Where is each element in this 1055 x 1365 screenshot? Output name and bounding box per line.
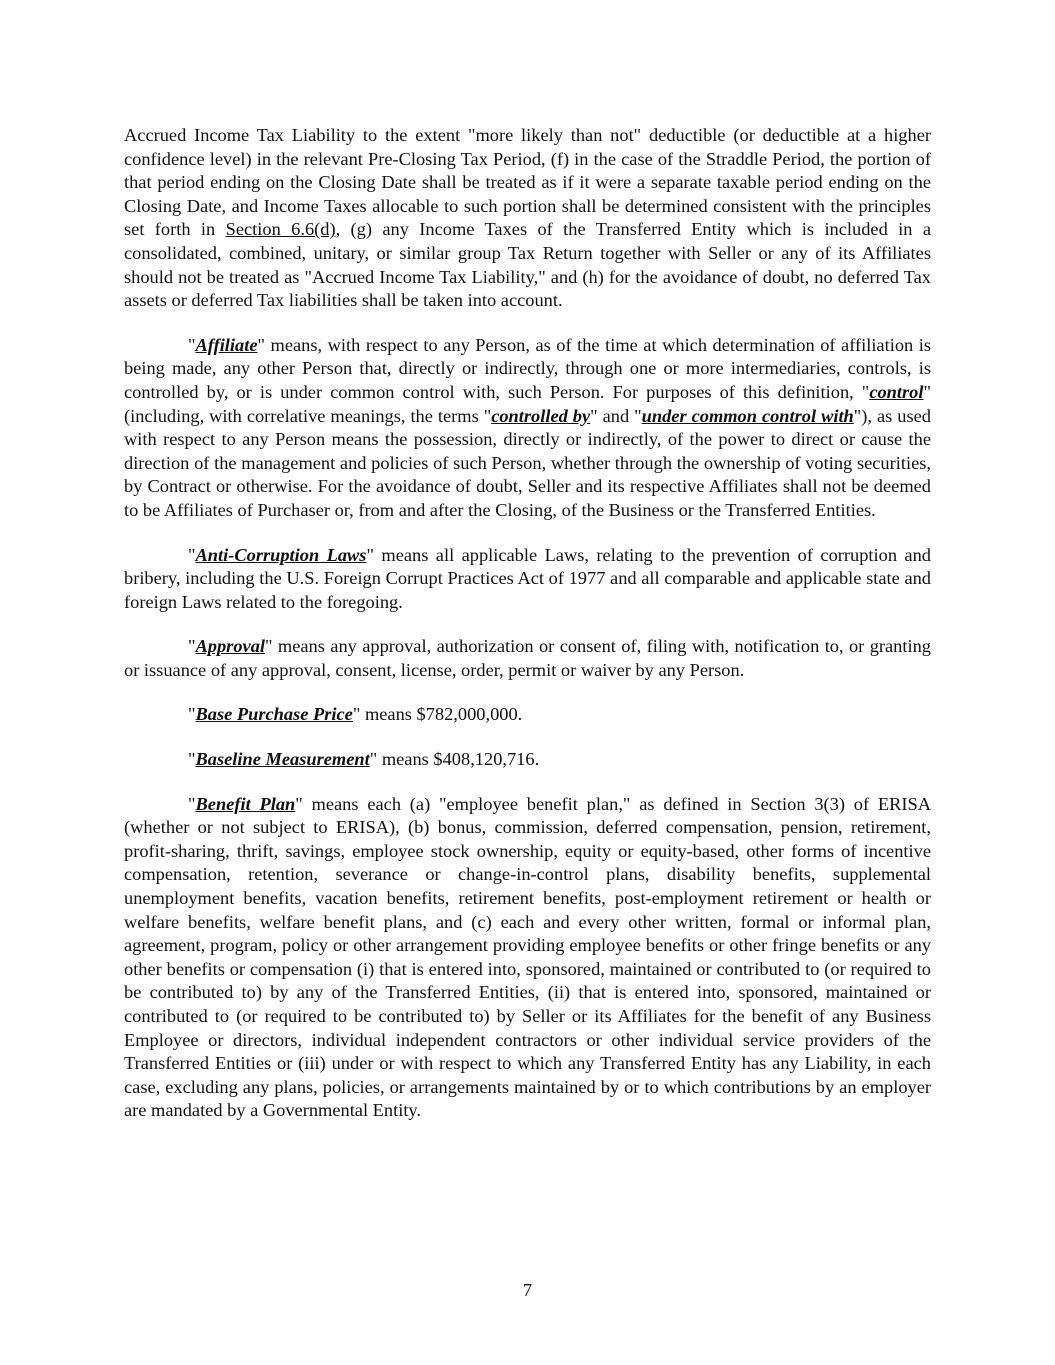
definition-benefit-plan: "Benefit Plan" means each (a) "employee benefit plan," as defined in Section 3(3) of ERISA (whether or not subject to ERISA), (b) bonus, commission, deferred compensation, pension, retirement, profit-sharing, thrift, savings, employee stock ownership, equity or equity-based, other forms of incentive compensation, retention, severance or change-in-control plans, disability benefits, supplemental unemployment benefits, vacation benefits, retirement benefits, post-employment retirement or health or welfare benefits, welfare benefit plans, and (c) each and every other written, formal or informal plan, agreement, program, policy or other arrangement providing employee benefits or other fringe benefits or any other benefits or compensation (i) that is entered into, sponsored, maintained or contributed to (or required to be contributed to) by any of the Transferred Entities, (ii) that is entered into, sponsored, maintained or contributed to (or required to be contributed to) by Seller or its Affiliates for the benefit of any Business Employee or directors, individual independent contractors or other individual service providers of the Transferred Entities or (iii) under or with respect to which any Transferred Entity has any Liability, in each case, excluding any plans, policies, or arrangements maintained by or to which contributions by an employer are mandated by a Governmental Entity. bbox=[124, 793, 932, 1121]
definition-text: " means, with respect to any Person, as of the time at which determination of affiliation is being made, any other Person that, directly or indirectly, through one or more intermediaries, controls, is controlled by, or is under common control with, such Person. For purposes of this definition, " bbox=[124, 334, 931, 402]
defined-term: Approval bbox=[195, 636, 265, 657]
definition-text: " means each (a) "employee benefit plan," as defined in Section 3(3) of ERISA (whether or not subject to ERISA), (b) bonus, commission, deferred compensation, pension, retirement, profit-sharing, thrift, savings, employee stock ownership, equity or equity-based, other forms of incentive compensation, retention, severance or change-in-control plans, disability benefits, supplemental unemployment benefits, vacation benefits, retirement benefits, post-employment retirement or health or welfare benefits, welfare benefit plans, and (c) each and every other written, formal or informal plan, agreement, program, policy or other arrangement providing employee benefits or other fringe benefits or any other benefits or compensation (i) that is entered into, sponsored, maintained or contributed to (or required to be contributed to) by any of the Transferred Entities, (ii) that is entered into, sponsored, maintained or contributed to (or required to be contributed to) by Seller or its Affiliates for the benefit of any Business Employee or directors, individual independent contractors or other individual service providers of the Transferred Entities or (iii) under or with respect to which any Transferred Entity has any Liability, in each case, excluding any plans, policies, or arrangements maintained by or to which contributions by an employer are mandated by a Governmental Entity. bbox=[124, 793, 932, 1121]
definition-affiliate: "Affiliate" means, with respect to any Person, as of the time at which determination of affiliation is being made, any other Person that, directly or indirectly, through one or more intermediaries, controls, is controlled by, or is under common control with, such Person. For purposes of this definition, "control" (including, with correlative meanings, the terms "controlled by" and "under common control with"), as used with respect to any Person means the possession, directly or indirectly, of the power to direct or cause the direction of the management and policies of such Person, whether through the ownership of voting securities, by Contract or otherwise. For the avoidance of doubt, Seller and its respective Affiliates shall not be deemed to be Affiliates of Purchaser or, from and after the Closing, of the Business or the Transferred Entities. bbox=[124, 334, 931, 520]
definition-text: " (including, with correlative meanings, the terms " bbox=[124, 381, 931, 426]
defined-term: Anti-Corruption Laws bbox=[195, 544, 367, 565]
definition-baseline-measurement: "Baseline Measurement" means $408,120,716. bbox=[188, 749, 540, 770]
defined-term: control bbox=[869, 381, 924, 402]
definition-text: " and " bbox=[590, 405, 642, 426]
defined-term: under common control with bbox=[641, 405, 854, 426]
definition-approval: "Approval" means any approval, authorization or consent of, filing with, notification to, or granting or issuance of any approval, consent, license, order, permit or waiver by any Person. bbox=[124, 636, 931, 680]
page-number: 7 bbox=[522, 1280, 533, 1300]
paragraph-text: Accrued Income Tax Liability to the extent "more likely than not" deductible (or deductible at a higher confidence level) in the relevant Pre-Closing Tax Period, (f) in the case of the Straddle Period, the portion of that period ending on the Closing Date shall be treated as if it were a separate taxable period ending on the Closing Date, and Income Taxes allocable to such portion shall be determined consistent with the principles set forth in bbox=[124, 125, 931, 240]
defined-term: Affiliate bbox=[195, 334, 258, 355]
defined-term: controlled by bbox=[491, 405, 591, 426]
section-reference-link[interactable]: Section 6.6(d) bbox=[225, 219, 336, 240]
definition-anti-corruption-laws: "Anti-Corruption Laws" means all applicable Laws, relating to the prevention of corruption and bribery, including the U.S. Foreign Corrupt Practices Act of 1977 and all comparable and applicable state and foreign Laws related to the foregoing. bbox=[124, 544, 931, 612]
definition-text: "), as used with respect to any Person means the possession, directly or indirectly, of the power to direct or cause the direction of the management and policies of such Person, whether through the ownership of voting securities, by Contract or otherwise. For the avoidance of doubt, Seller and its respective Affiliates shall not be deemed to be Affiliates of Purchaser or, from and after the Closing, of the Business or the Transferred Entities. bbox=[124, 405, 931, 520]
paragraph-text: , (g) any Income Taxes of the Transferred Entity which is included in a consolidated, combined, unitary, or similar group Tax Return together with Seller or any of its Affiliates should not be treated as "Accrued Income Tax Liability," and (h) for the avoidance of doubt, no deferred Tax assets or deferred Tax liabilities shall be taken into account. bbox=[124, 219, 931, 311]
paragraph-accrued-income-tax-continuation bbox=[124, 124, 931, 313]
definition-text: " means all applicable Laws, relating to the prevention of corruption and bribery, including the U.S. Foreign Corrupt Practices Act of 1977 and all comparable and applicable state and foreign Laws related to the foregoing. bbox=[124, 544, 931, 612]
definition-base-purchase-price: "Base Purchase Price" means $782,000,000. bbox=[188, 704, 523, 725]
defined-term: Benefit Plan bbox=[195, 793, 296, 814]
definition-text: " means $782,000,000. bbox=[352, 704, 523, 725]
definition-text: " means any approval, authorization or consent of, filing with, notification to, or granting or issuance of any approval, consent, license, order, permit or waiver by any Person. bbox=[124, 636, 931, 680]
defined-term: Baseline Measurement bbox=[195, 749, 370, 770]
document-page bbox=[124, 124, 931, 1144]
definition-text: " means $408,120,716. bbox=[369, 749, 540, 770]
defined-term: Base Purchase Price bbox=[195, 704, 353, 725]
